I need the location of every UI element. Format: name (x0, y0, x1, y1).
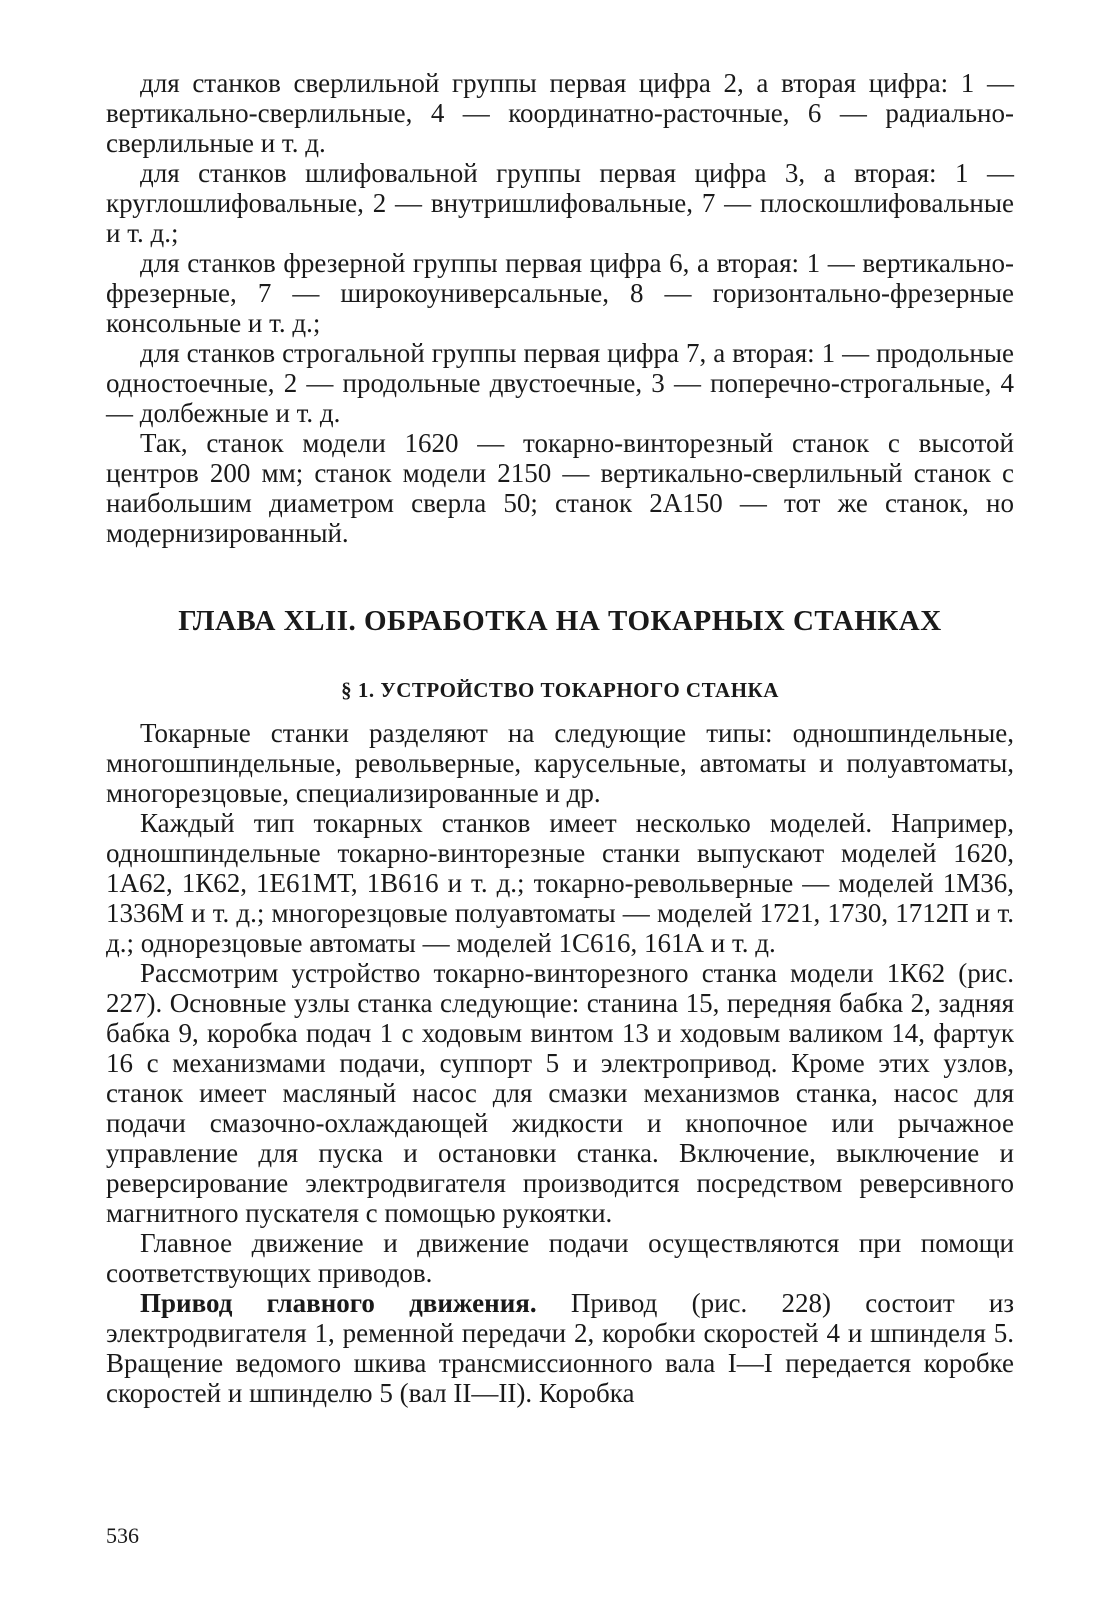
paragraph-lathe-structure: Рассмотрим устройство токарно-винторезного станка модели 1К62 (рис. 227). Основные узлы станка следующие: станина 15, передняя бабка 2, задняя бабка 9, коробка подач 1 с ходовым винтом 13 и ходовым валиком 14, фартук 16 с механизмами подачи, суппорт 5 и электропривод. Кроме этих узлов, станок имеет масляный насос для смазки механизмов станка, насос для подачи смазочно-охлаждающей жидкости и кнопочное или рычажное управление для пуска и остановки станка. Включение, выключение и реверсирование электродвигателя производится посредством реверсивного магнитного пускателя с помощью рукоятки. (106, 958, 1014, 1228)
paragraph-drilling-group: для станков сверлильной группы первая цифра 2, а вторая цифра: 1 — вертикально-сверлильные, 4 — координатно-расточные, 6 — радиально-сверлильные и т. д. (106, 68, 1014, 158)
page-number: 536 (106, 1523, 139, 1548)
main-drive-text: Привод (рис. 228) состоит из электродвигателя 1, ременной передачи 2, коробки скоростей 4 и шпинделя 5. Вращение ведомого шкива трансмиссионного вала I—I передается коробке скоростей и шпинделю 5 (вал II—II). Коробка (106, 1288, 1014, 1408)
paragraph-lathe-models: Каждый тип токарных станков имеет несколько моделей. Например, одношпиндельные токарно-винторезные станки выпускают моделей 1620, 1А62, 1К62, 1Е61МТ, 1В616 и т. д.; токарно-револьверные — моделей 1М36, 1336М и т. д.; многорезцовые полуавтоматы — моделей 1721, 1730, 1712П и т. д.; однорезцовые автоматы — моделей 1С616, 161А и т. д. (106, 808, 1014, 958)
paragraph-model-examples: Так, станок модели 1620 — токарно-винторезный станок с высотой центров 200 мм; станок модели 2150 — вертикально-сверлильный станок с наибольшим диаметром сверла 50; станок 2А150 — тот же станок, но модернизированный. (106, 428, 1014, 548)
section-title: § 1. УСТРОЙСТВО ТОКАРНОГО СТАНКА (341, 678, 779, 702)
paragraph-main-drive (106, 1288, 1014, 1408)
paragraph-drives: Главное движение и движение подачи осуществляются при помощи соответствующих приводов. (106, 1228, 1014, 1288)
run-in-heading: Привод главного движения. (140, 1288, 537, 1318)
paragraph-planing-group: для станков строгальной группы первая цифра 7, а вторая: 1 — продольные одностоечные, 2 — продольные двустоечные, 3 — поперечно-строгальные, 4 — долбежные и т. д. (106, 338, 1014, 428)
paragraph-milling-group: для станков фрезерной группы первая цифра 6, а вторая: 1 — вертикально-фрезерные, 7 — широкоуниверсальные, 8 — горизонтально-фрезерные консольные и т. д.; (106, 248, 1014, 338)
top-text-block (106, 68, 1014, 548)
chapter-title: ГЛАВА XLII. ОБРАБОТКА НА ТОКАРНЫХ СТАНКАХ (178, 605, 942, 637)
paragraph-grinding-group: для станков шлифовальной группы первая цифра 3, а вторая: 1 — круглошлифовальные, 2 — внутришлифовальные, 7 — плоскошлифовальные и т. д.; (106, 158, 1014, 248)
paragraph-lathe-types: Токарные станки разделяют на следующие типы: одношпиндельные, многошпиндельные, револьверные, карусельные, автоматы и полуавтоматы, многорезцовые, специализированные и др. (106, 718, 1014, 808)
body-text-block (106, 718, 1014, 1408)
